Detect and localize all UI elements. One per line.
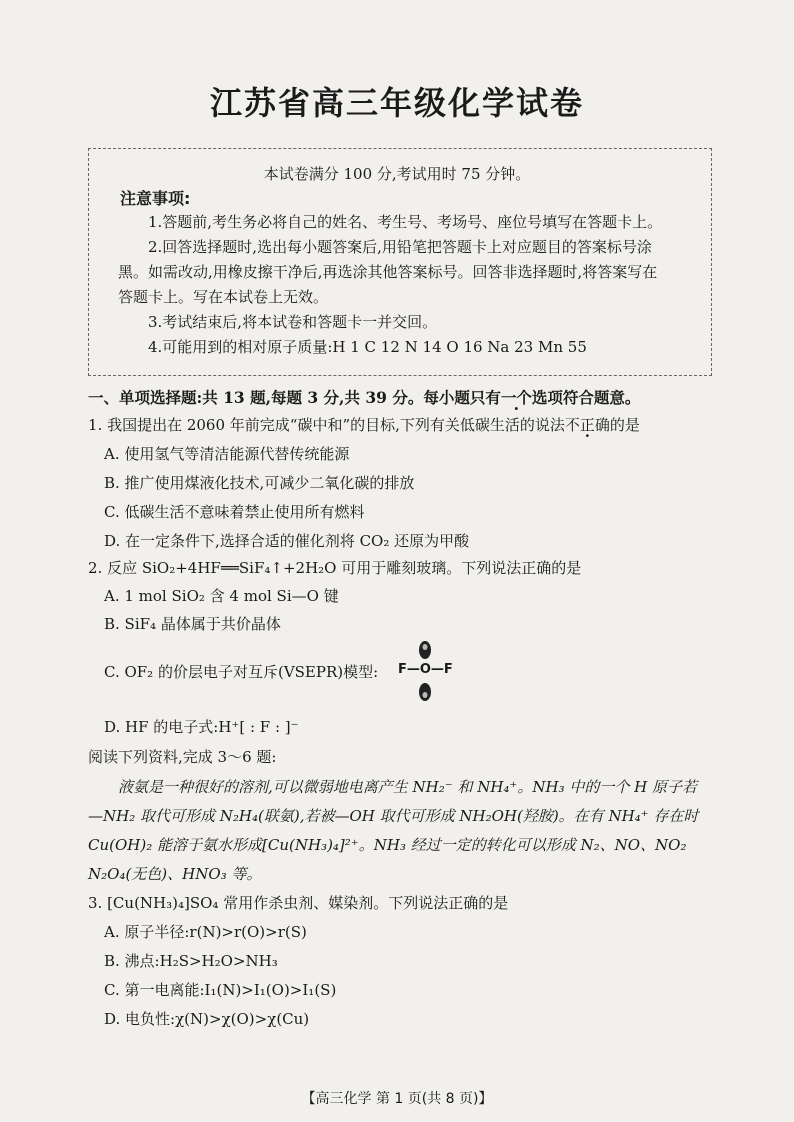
- lone-pair-orbital-icon: [414, 640, 436, 702]
- reading-line-1: 液氨是一种很好的溶剂,可以微弱地电离产生 NH₂⁻ 和 NH₄⁺。NH₃ 中的一个 H 原子若: [118, 778, 697, 796]
- note-line-2: 2.回答选择题时,选出每小题答案后,用铅笔把答题卡上对应题目的答案标号涂: [148, 238, 652, 256]
- question-1-option-a: A. 使用氢气等清洁能源代替传统能源: [104, 445, 350, 463]
- note-line-1: 1.答题前,考生务必将自己的姓名、考生号、考场号、座位号填写在答题卡上。: [148, 213, 663, 231]
- question-2-option-d: D. HF 的电子式:H⁺[ : F : ]⁻: [104, 718, 299, 736]
- vsepr-formula: F—O—F: [398, 662, 453, 677]
- full-score-text: 本试卷满分 100 分,考试用时 75 分钟。: [263, 165, 531, 183]
- question-3-option-c: C. 第一电离能:I₁(N)>I₁(O)>I₁(S): [104, 981, 337, 999]
- note-line-5: 3.考试结束后,将本试卷和答题卡一并交回。: [148, 313, 438, 331]
- reading-line-4: N₂O₄(无色)、HNO₃ 等。: [88, 865, 262, 883]
- question-1-option-d: D. 在一定条件下,选择合适的催化剂将 CO₂ 还原为甲酸: [104, 532, 470, 550]
- note-line-3: 黑。如需改动,用橡皮擦干净后,再选涂其他答案标号。回答非选择题时,将答案写在: [118, 263, 658, 281]
- notes-heading: 注意事项:: [120, 189, 191, 208]
- question-2-option-c: C. OF₂ 的价层电子对互斥(VSEPR)模型:: [104, 663, 379, 681]
- note-line-4: 答题卡上。写在本试卷上无效。: [118, 288, 329, 306]
- exam-title: 江苏省高三年级化学试卷: [209, 84, 584, 122]
- question-1-stem-b: 的是: [609, 416, 640, 434]
- question-1-option-b: B. 推广使用煤液化技术,可减少二氧化碳的排放: [104, 474, 415, 492]
- reading-intro: 阅读下列资料,完成 3～6 题:: [88, 748, 277, 766]
- section-heading-part-b: 选项符合题意。: [531, 388, 641, 407]
- section-heading-part-a: 一、单项选择题:共 13 题,每题 3 分,共 39 分。每小题只有: [88, 388, 501, 407]
- reading-line-3: Cu(OH)₂ 能溶于氨水形成[Cu(NH₃)₄]²⁺。NH₃ 经过一定的转化可以形成 N₂、NO、NO₂: [88, 836, 687, 854]
- question-1-stem: [88, 414, 640, 435]
- question-2-stem: 2. 反应 SiO₂+4HF══SiF₄↑+2H₂O 可用于雕刻玻璃。下列说法正确的是: [88, 559, 582, 577]
- section-heading-emphasis: 一个: [500, 388, 532, 407]
- section-heading: [88, 386, 640, 408]
- note-line-6: 4.可能用到的相对原子质量:H 1 C 12 N 14 O 16 Na 23 Mn 55: [148, 338, 587, 356]
- question-2-option-a: A. 1 mol SiO₂ 含 4 mol Si—O 键: [104, 587, 339, 605]
- question-1-option-c: C. 低碳生活不意味着禁止使用所有燃料: [104, 503, 365, 521]
- question-3-option-d: D. 电负性:χ(N)>χ(O)>χ(Cu): [104, 1010, 310, 1028]
- question-3-option-a: A. 原子半径:r(N)>r(O)>r(S): [104, 923, 307, 941]
- question-2-option-b: B. SiF₄ 晶体属于共价晶体: [104, 615, 281, 633]
- question-3-stem: 3. [Cu(NH₃)₄]SO₄ 常用作杀虫剂、媒染剂。下列说法正确的是: [88, 894, 509, 912]
- reading-line-2: —NH₂ 取代可形成 N₂H₄(联氨),若被—OH 取代可形成 NH₂OH(羟胺)。在有 NH₄⁺ 存在时: [88, 807, 699, 825]
- page-footer: 【高三化学 第 1 页(共 8 页)】: [301, 1091, 493, 1107]
- question-3-option-b: B. 沸点:H₂S>H₂O>NH₃: [104, 952, 278, 970]
- question-1-stem-a: 1. 我国提出在 2060 年前完成“碳中和”的目标,下列有关低碳生活的说法: [88, 416, 565, 434]
- question-1-emphasis: 不正确: [564, 416, 610, 434]
